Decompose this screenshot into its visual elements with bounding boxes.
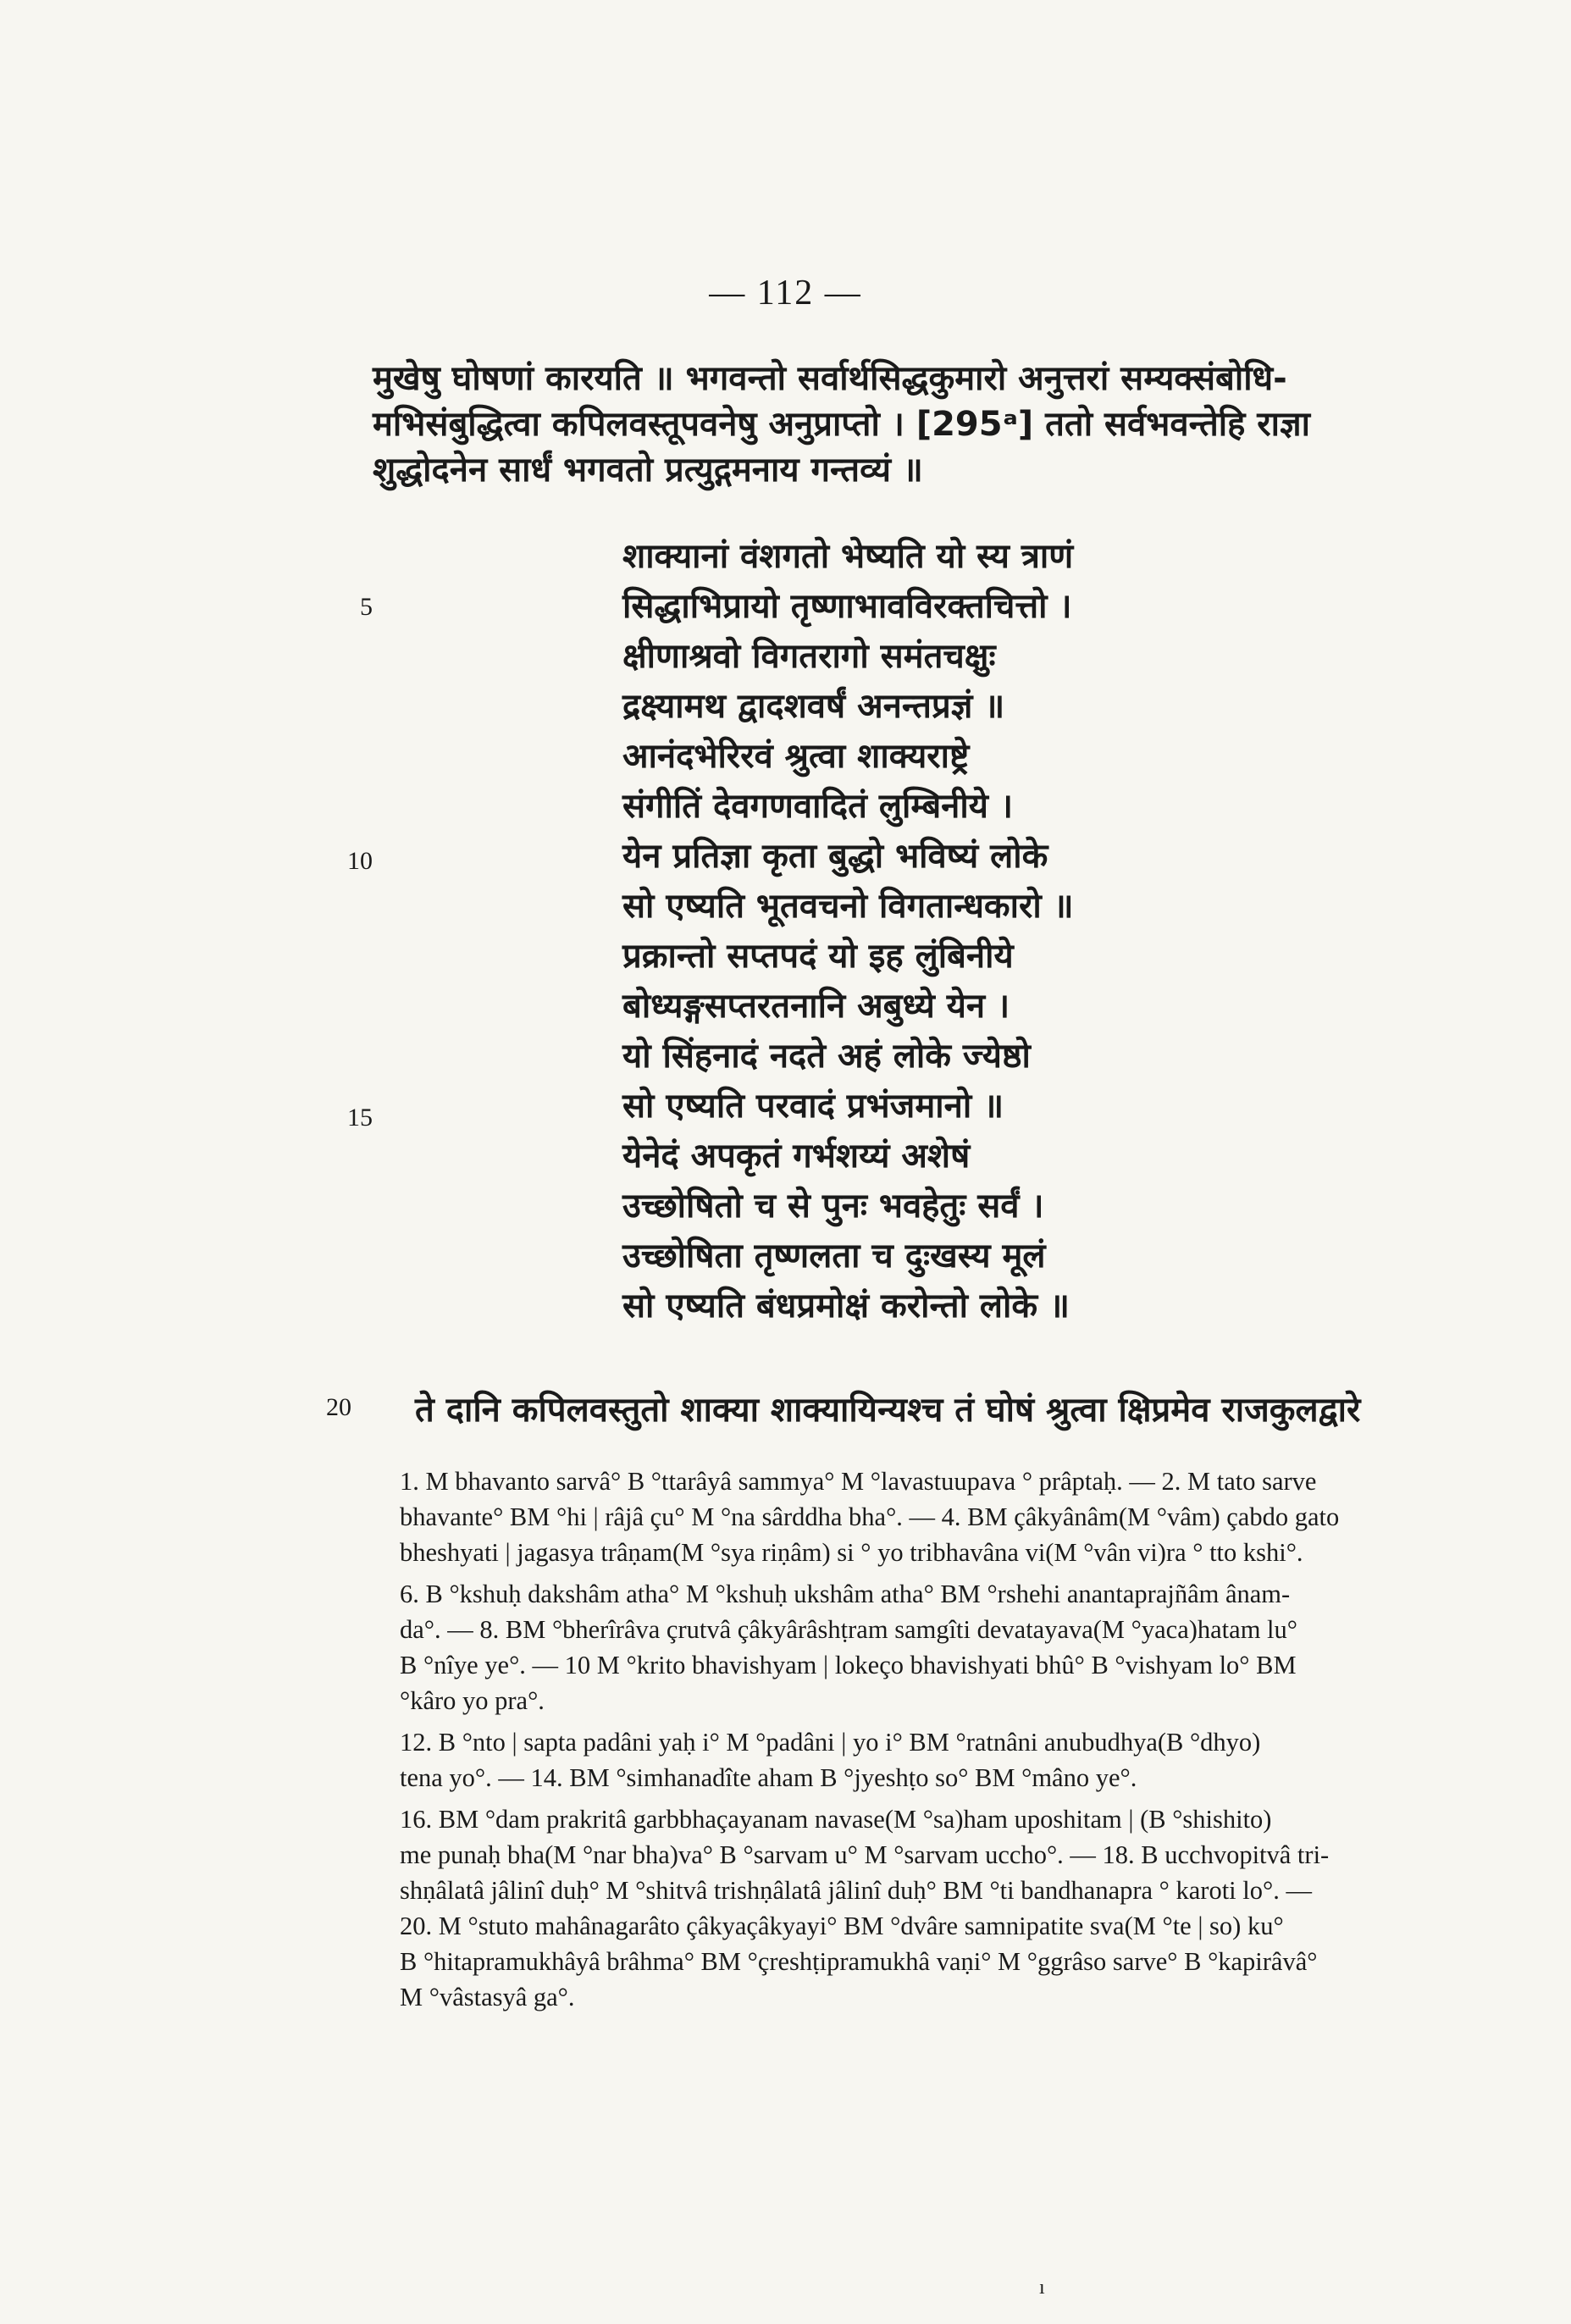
critical-apparatus [381, 1464, 1507, 2021]
verse-line: यो सिंहनादं नदते अहं लोके ज्येष्ठो [622, 1037, 1031, 1076]
bottom-mark: ı [1039, 2277, 1045, 2299]
line-number-20: 20 [326, 1393, 351, 1421]
footnote-line: M °vâstasyâ ga°. [400, 1983, 575, 2011]
prose-line-20: ते दानि कपिलवस्तुतो शाक्या शाक्यायिन्यश्च तं घोषं श्रुत्वा क्षिप्रमेव राजकुलद्वारे [415, 1391, 1361, 1430]
prose-line: शुद्धोदनेन सार्धं भगवतो प्रत्युद्गमनाय गन्तव्यं ॥ [373, 451, 923, 490]
footnote-line: me punaḥ bha(M °nar bha)va° B °sarvam u° M °sarvam uccho°. — 18. B ucchvopitvâ tri- [400, 1840, 1330, 1869]
footnote-line: 16. BM °dam prakritâ garbbhaçayanam navase(M °sa)ham uposhitam | (B °shishito) [400, 1805, 1272, 1834]
verse-line: संगीतिं देवगणवादितं लुम्बिनीये । [622, 787, 1014, 826]
footnote-line: 6. B °kshuḥ dakshâm atha° M °kshuḥ ukshâm atha° BM °rshehi anantaprajñâm ânam- [400, 1580, 1291, 1608]
verse-line: प्रक्रान्तो सप्तपदं यो इह लुंबिनीये [622, 937, 1014, 976]
prose-paragraph [373, 356, 1499, 493]
footnote-line: 20. M °stuto mahânagarâto çâkyaçâkyayi° BM °dvâre samnipatite sva(M °te | so) ku° [400, 1912, 1284, 1940]
verse-line: बोध्यङ्गसप्तरतनानि अबुध्ये येन । [622, 987, 1010, 1026]
verse-block [622, 532, 1300, 1331]
footnote-line: °kâro yo pra°. [400, 1686, 545, 1715]
verse-line: सो एष्यति भूतवचनो विगतान्धकारो ॥ [622, 887, 1074, 926]
prose-line: मभिसंबुद्धित्वा कपिलवस्तूपवनेषु अनुप्राप्तो । [295ᵃ] ततो सर्वभवन्तेहि राज्ञा [373, 405, 1310, 444]
footnote-line: bheshyati | jagasya trâṇam(M °sya riṇâm) si ° yo tribhavâna vi(M °vân vi)ra ° tto kshi°. [400, 1538, 1303, 1567]
line-number-15: 15 [347, 1104, 373, 1132]
footnote-line: tena yo°. — 14. BM °simhanadîte aham B °jyeshṭo so° BM °mâno ye°. [400, 1763, 1137, 1792]
verse-line: उच्छोषिता तृष्णलता च दुःखस्य मूलं [622, 1237, 1046, 1275]
footnote-line: bhavante° BM °hi | râjâ çu° M °na sârddha bha°. — 4. BM çâkyânâm(M °vâm) çabdo gato [400, 1502, 1340, 1531]
footnote-line: B °hitapramukhâyâ brâhma° BM °çreshṭipramukhâ vaṇi° M °ggrâso sarve° B °kapirâvâ° [400, 1947, 1318, 1976]
prose-line: मुखेषु घोषणां कारयति ॥ भगवन्तो सर्वार्थसिद्धकुमारो अनुत्तरां सम्यक्संबोधि- [373, 359, 1287, 398]
verse-line: येनेदं अपकृतं गर्भशय्यं अशेषं [622, 1137, 971, 1176]
footnote-line: 1. M bhavanto sarvâ° B °ttarâyâ sammya° M °lavastuupava ° prâptaḥ. — 2. M tato sarve [400, 1467, 1317, 1496]
verse-line: शाक्यानां वंशगतो भेष्यति यो स्य त्राणं [622, 537, 1074, 576]
footnote-line: shṇâlatâ jâlinî duḥ° M °shitvâ trishṇâlatâ jâlinî duḥ° BM °ti bandhanapra ° karoti lo°. — [400, 1876, 1312, 1905]
verse-line: उच्छोषितो च से पुनः भवहेतुः सर्वं । [622, 1187, 1044, 1226]
footnote-paragraph [381, 1576, 1507, 1718]
footnote-paragraph [381, 1801, 1507, 2015]
verse-line: सिद्धाभिप्रायो तृष्णाभावविरक्तचित्तो । [622, 587, 1072, 626]
verse-line: सो एष्यति बंधप्रमोक्षं करोन्तो लोके ॥ [622, 1286, 1070, 1325]
footnote-line: da°. — 8. BM °bherîrâva çrutvâ çâkyârâshṭram samgîti devatayava(M °yaca)hatam lu° [400, 1615, 1297, 1644]
page-number: — 112 — [709, 274, 862, 313]
footnote-line: 12. B °nto | sapta padâni yaḥ i° M °padâni | yo i° BM °ratnâni anubudhya(B °dhyo) [400, 1728, 1261, 1757]
verse-line: आनंदभेरिरवं श्रुत्वा शाक्यराष्ट्रे [622, 737, 970, 776]
verse-line: क्षीणाश्रवो विगतरागो समंतचक्षुः [622, 637, 996, 676]
footnote-line: B °nîye ye°. — 10 M °krito bhavishyam | lokeço bhavishyati bhû° B °vishyam lo° BM [400, 1651, 1297, 1679]
verse-line: येन प्रतिज्ञा कृता बुद्धो भविष्यं लोके [622, 837, 1048, 876]
verse-line: सो एष्यति परवादं प्रभंजमानो ॥ [622, 1087, 1004, 1126]
verse-line: द्रक्ष्यामथ द्वादशवर्षं अनन्तप्रज्ञं ॥ [622, 687, 1005, 726]
line-number-5: 5 [360, 593, 373, 621]
footnote-paragraph [381, 1464, 1507, 1570]
line-number-10: 10 [347, 847, 373, 875]
footnote-paragraph [381, 1724, 1507, 1796]
